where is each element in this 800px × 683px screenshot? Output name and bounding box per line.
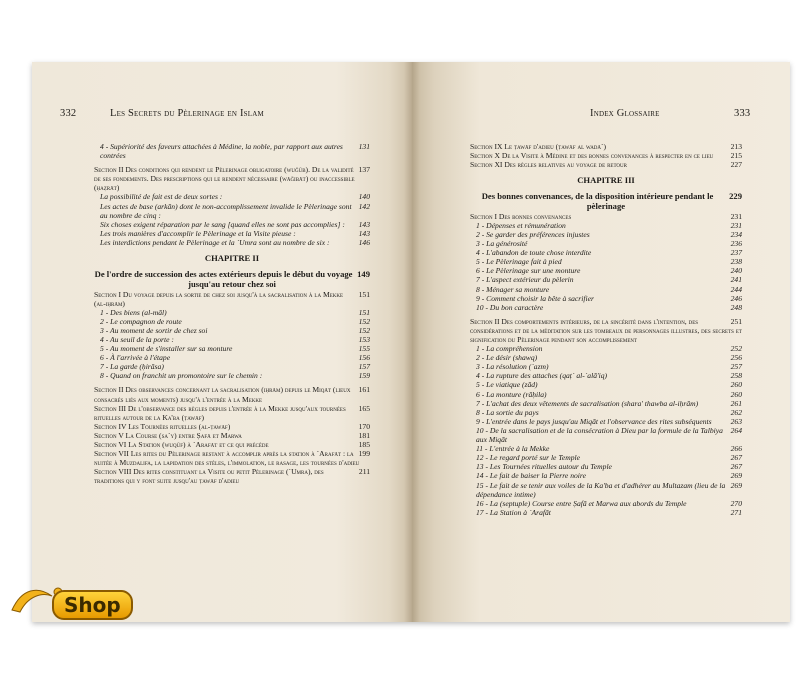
- book-gutter: [404, 62, 420, 622]
- toc-page-number: 266: [730, 444, 742, 454]
- toc-entry-text: 1 - La compréhension: [476, 344, 543, 354]
- toc-entry-text: 5 - Au moment de s'installer sur sa monture: [100, 344, 233, 354]
- toc-page-number: 149: [357, 268, 370, 279]
- toc-item-entry: [470, 426, 742, 444]
- toc-entry-text: 17 - La Station à `Arafāt: [476, 507, 551, 517]
- toc-page-number: 185: [358, 440, 370, 450]
- toc-item-entry: [470, 294, 742, 303]
- toc-page-number: 143: [358, 228, 370, 238]
- toc-item-entry: [94, 326, 370, 335]
- chapter-heading: CHAPITRE III: [577, 175, 635, 186]
- toc-page-number: 231: [730, 220, 742, 230]
- toc-entry-text: Six choses exigent réparation par le sang [quand elles ne sont pas accomplies] :: [100, 219, 345, 229]
- toc-page-number: 264: [730, 425, 742, 435]
- toc-item-entry: [94, 344, 370, 353]
- toc-page-number: 269: [730, 471, 742, 481]
- toc-item-entry: [470, 285, 742, 294]
- open-book: [32, 62, 790, 622]
- toc-item-entry: [94, 202, 370, 220]
- toc-entry-text: 16 - La (septuple) Course entre Ṣafā et Marwa aux abords du Temple: [476, 498, 687, 508]
- toc-item-entry: [470, 508, 742, 517]
- toc-page-number: 199: [358, 449, 370, 459]
- toc-entry-text: 7 - L'achat des deux vêtements de sacralisation (shara' thawba al-iḥrām): [476, 398, 699, 408]
- toc-section-entry: [470, 160, 742, 169]
- toc-entry-text: 4 - La rupture des attaches (qaṭ` al-`alā'iq): [476, 371, 608, 381]
- toc-item-entry: [94, 317, 370, 326]
- toc-page-number: 261: [730, 398, 742, 408]
- toc-entry-text: 5 - Le viatique (zād): [476, 380, 538, 390]
- toc-entry-text: Les interdictions pendant le Pèlerinage et la `Umra sont au nombre de six :: [100, 237, 330, 247]
- toc-entry-text: 5 - Le Pèlerinage fait à pied: [476, 257, 562, 267]
- toc-section-entry: [470, 317, 742, 344]
- toc-section-entry: [470, 212, 742, 221]
- toc-item-entry: [470, 275, 742, 284]
- toc-item-entry: [470, 266, 742, 275]
- toc-item-entry: [470, 380, 742, 389]
- toc-item-entry: [94, 142, 370, 160]
- toc-item-entry: [470, 399, 742, 408]
- toc-page-number: 156: [358, 353, 370, 363]
- toc-page-number: 257: [730, 362, 742, 372]
- toc-page-number: 240: [730, 266, 742, 276]
- right-running-title: Index Glossaire: [590, 108, 660, 119]
- toc-entry-text: 9 - L'entrée dans le pays jusqu'au Miqāt et l'observance des rites subséquents: [476, 416, 712, 426]
- toc-entry-text: 2 - Se garder des préférences injustes: [476, 229, 590, 239]
- toc-item-entry: [470, 481, 742, 499]
- toc-item-entry: [470, 221, 742, 230]
- toc-page-number: 131: [358, 142, 370, 151]
- toc-entry-text: 4 - Supériorité des faveurs attachées à Médine, la noble, par rapport aux autres contrées: [100, 142, 343, 161]
- toc-entry-text: Section I Du voyage depuis la sortie de chez soi jusqu'à la sacralisation à la Mekke (al-iḥrām): [94, 289, 344, 308]
- toc-page-number: 181: [358, 430, 370, 440]
- toc-entry-text: 12 - Le regard porté sur le Temple: [476, 453, 580, 463]
- toc-entry-text: 1 - Dépenses et rémunération: [476, 220, 566, 230]
- toc-page-number: 155: [358, 344, 370, 354]
- toc-page-number: 165: [358, 403, 370, 413]
- toc-page-number: 153: [358, 335, 370, 344]
- toc-page-number: 151: [358, 289, 370, 299]
- toc-item-entry: [470, 462, 742, 471]
- toc-section-entry: [94, 467, 370, 485]
- toc-page-number: 244: [730, 284, 742, 294]
- chapter-title-entry: [94, 269, 370, 290]
- toc-page-number: 152: [358, 325, 370, 335]
- toc-item-entry: [470, 371, 742, 380]
- toc-item-entry: [470, 230, 742, 239]
- logo-text: Shop: [52, 590, 133, 620]
- toc-page-number: 271: [730, 507, 742, 517]
- toc-entry-text: 8 - Quand on franchit un promontoire sur le chemin :: [100, 371, 263, 381]
- left-running-title: Les Secrets du Pèlerinage en Islam: [110, 108, 264, 119]
- toc-entry-text: Section II Des conditions qui rendent le Pèlerinage obligatoire (wuǧūb). De la validité de ses fondements. Des prescriptions qui le rendent nécessaire (wāǧibāt) ou inaccessible (ḥaẓrāt): [94, 165, 355, 193]
- toc-page-number: 252: [730, 344, 742, 354]
- toc-entry-text: 2 - Le compagnon de route: [100, 316, 182, 326]
- toc-entry-text: 7 - La garde (ḥirāsa): [100, 362, 164, 372]
- toc-item-entry: [94, 308, 370, 317]
- toc-item-entry: [470, 499, 742, 508]
- toc-page-number: 251: [730, 316, 742, 326]
- toc-item-entry: [470, 344, 742, 353]
- toc-page-number: 170: [358, 421, 370, 431]
- right-page-number: 333: [734, 108, 751, 119]
- toc-page-number: 146: [358, 237, 370, 247]
- chapter-title-entry: [470, 191, 742, 212]
- toc-entry-text: 6 - À l'arrivée à l'étape: [100, 353, 171, 363]
- toc-page-number: 151: [358, 307, 370, 317]
- toc-page-number: 248: [730, 302, 742, 312]
- toc-entry-text: Section X De la Visite à Médine et des bonnes convenances à respecter en ce lieu: [470, 151, 714, 161]
- toc-entry-text: Section V La Course (sa`y) entre Ṣafā et Marwa: [94, 430, 242, 440]
- toc-section-entry: [470, 151, 742, 160]
- toc-section-entry: [470, 142, 742, 151]
- toc-entry-text: 1 - Des biens (al-māl): [100, 307, 167, 317]
- toc-item-entry: [94, 229, 370, 238]
- toc-entry-text: 6 - Le Pèlerinage sur une monture: [476, 266, 581, 276]
- toc-page-number: 231: [730, 211, 742, 221]
- left-table-of-contents: [94, 142, 370, 486]
- toc-page-number: 270: [730, 498, 742, 508]
- toc-page-number: 234: [730, 229, 742, 239]
- toc-page-number: 143: [358, 219, 370, 229]
- toc-entry-text: Section XI Des règles relatives au voyage de retour: [470, 160, 627, 170]
- toc-entry-text: Section VII Les rites du Pèlerinage restant à accomplir après la station à `Arafāt : la nuitée à Muzdalifa, la lapidation des stèles, l'immolation, le rasage, les tournées d'adieu: [94, 449, 360, 468]
- toc-entry-text: 3 - Au moment de sortir de chez soi: [100, 325, 208, 335]
- toc-item-entry: [470, 362, 742, 371]
- toc-page-number: 262: [730, 407, 742, 417]
- toc-entry-text: Section I Des bonnes convenances: [470, 211, 572, 221]
- toc-page-number: 229: [729, 190, 742, 201]
- toc-entry-text: Les actes de base (arkān) dont le non-accomplissement invalide le Pèlerinage sont au nombre de cinq :: [100, 201, 352, 220]
- toc-item-entry: [470, 453, 742, 462]
- toc-page-number: 137: [358, 165, 370, 175]
- toc-page-number: 260: [730, 380, 742, 390]
- toc-entry-text: La possibilité de fait est de deux sortes :: [100, 192, 223, 202]
- toc-entry-text: 14 - Le fait de baiser la Pierre noire: [476, 471, 586, 481]
- toc-item-entry: [470, 444, 742, 453]
- toc-page-number: 211: [358, 467, 370, 477]
- toc-section-entry: [94, 422, 370, 431]
- toc-entry-text: 3 - La résolution (`azm): [476, 362, 549, 372]
- toc-item-entry: [470, 417, 742, 426]
- right-page: [412, 62, 790, 622]
- toc-item-entry: [470, 408, 742, 417]
- toc-section-entry: [94, 440, 370, 449]
- left-page: [32, 62, 412, 622]
- toc-section-entry: [94, 449, 370, 467]
- toc-entry-text: 10 - De la sacralisation et de la consécration à Dieu par la formule de la Talbiya aux Miqāt: [476, 425, 723, 445]
- toc-page-number: 237: [730, 248, 742, 258]
- toc-section-entry: [94, 290, 370, 308]
- toc-page-number: 159: [358, 371, 370, 381]
- toc-page-number: 227: [730, 160, 742, 170]
- toc-page-number: 241: [730, 275, 742, 285]
- toc-entry-text: 9 - Comment choisir la bête à sacrifier: [476, 293, 594, 303]
- toc-page-number: 246: [730, 293, 742, 303]
- toc-page-number: 267: [730, 462, 742, 472]
- toc-item-entry: [94, 220, 370, 229]
- toc-item-entry: [470, 248, 742, 257]
- toc-item-entry: [470, 471, 742, 480]
- toc-section-entry: [94, 431, 370, 440]
- toc-entry-text: 4 - L'abandon de toute chose interdite: [476, 248, 592, 258]
- shop-logo: [8, 582, 158, 626]
- toc-page-number: 157: [358, 362, 370, 372]
- toc-page-number: 213: [730, 142, 742, 151]
- toc-page-number: 142: [358, 201, 370, 211]
- toc-item-entry: [470, 239, 742, 248]
- toc-page-number: 238: [730, 257, 742, 267]
- toc-entry-text: 8 - Ménager sa monture: [476, 284, 550, 294]
- right-table-of-contents: [470, 142, 742, 517]
- toc-entry-text: De l'ordre de succession des actes extérieurs depuis le début du voyage jusqu'au retour chez soi: [94, 268, 353, 290]
- toc-page-number: 215: [730, 151, 742, 161]
- toc-entry-text: Section II Des comportements intérieurs, de la sincérité dans l'intention, des considérations et de la méditation sur les tombeaux de personnages illustres, des secrets et signification du Pèlerinage pendant son accomplissement: [470, 316, 742, 344]
- toc-page-number: 267: [730, 453, 742, 463]
- toc-page-number: 161: [358, 385, 370, 395]
- toc-entry-text: 7 - L'aspect extérieur du pèlerin: [476, 275, 574, 285]
- toc-entry-text: Section II Des observances concernant la sacralisation (iḥrām) depuis le Miqāt (lieux consacrés liés aux moments) jusqu'à l'entrée à la Mekke: [94, 385, 351, 404]
- toc-entry-text: 13 - Les Tournées rituelles autour du Temple: [476, 462, 612, 472]
- toc-entry-text: Section IX Le ṭawāf d'adieu (ṭawāf al wadā`): [470, 142, 607, 151]
- toc-item-entry: [94, 353, 370, 362]
- toc-section-entry: [94, 165, 370, 192]
- toc-item-entry: [470, 257, 742, 266]
- toc-page-number: 263: [730, 416, 742, 426]
- chapter-heading: CHAPITRE II: [204, 253, 260, 264]
- toc-entry-text: 15 - Le fait de se tenir aux voiles de la Ka'ba et d'adhérer au Multazam (lieu de la dépendance intime): [476, 480, 726, 499]
- toc-page-number: 256: [730, 353, 742, 363]
- toc-item-entry: [94, 192, 370, 201]
- toc-section-entry: [94, 385, 370, 403]
- toc-page-number: 152: [358, 316, 370, 326]
- toc-entry-text: Section IV Les Tournées rituelles (al-ṭawāf): [94, 421, 231, 431]
- toc-item-entry: [94, 362, 370, 371]
- toc-entry-text: 6 - La monture (rāḥila): [476, 389, 547, 399]
- toc-entry-text: 11 - L'entrée à la Mekke: [476, 444, 550, 454]
- toc-item-entry: [94, 335, 370, 344]
- toc-page-number: 260: [730, 389, 742, 399]
- toc-item-entry: [470, 303, 742, 312]
- toc-page-number: 236: [730, 239, 742, 249]
- toc-item-entry: [94, 238, 370, 247]
- toc-page-number: 269: [730, 480, 742, 490]
- toc-page-number: 140: [358, 192, 370, 202]
- toc-entry-text: Section VI La Station (wuqūf) à `Arafāt et ce qui précède: [94, 440, 269, 450]
- toc-entry-text: 4 - Au seuil de la porte :: [100, 335, 174, 344]
- toc-page-number: 258: [730, 371, 742, 381]
- toc-item-entry: [470, 353, 742, 362]
- toc-entry-text: Section VIII Des rites constituant la Visite ou petit Pèlerinage (`Umra), des traditions qui y font suite jusqu'au ṭawāf d'adieu: [94, 467, 324, 486]
- toc-section-entry: [94, 404, 370, 422]
- left-page-number: 332: [60, 108, 77, 119]
- toc-entry-text: 3 - La générosité: [476, 239, 528, 249]
- toc-entry-text: Des bonnes convenances, de la disposition intérieure pendant le pèlerinage: [481, 190, 714, 212]
- toc-entry-text: Les trois manières d'accomplir le Pèlerinage et la Visite pieuse :: [100, 228, 296, 238]
- toc-entry-text: Section III De l'observance des règles depuis l'entrée à la Mekke jusqu'aux tournées rituelles autour de la Ka'ba (ṭawāf): [94, 403, 346, 422]
- toc-entry-text: 10 - Du bon caractère: [476, 302, 544, 312]
- toc-item-entry: [94, 371, 370, 380]
- toc-item-entry: [470, 390, 742, 399]
- toc-entry-text: 2 - Le désir (shawq): [476, 353, 538, 363]
- toc-entry-text: 8 - La sortie du pays: [476, 407, 539, 417]
